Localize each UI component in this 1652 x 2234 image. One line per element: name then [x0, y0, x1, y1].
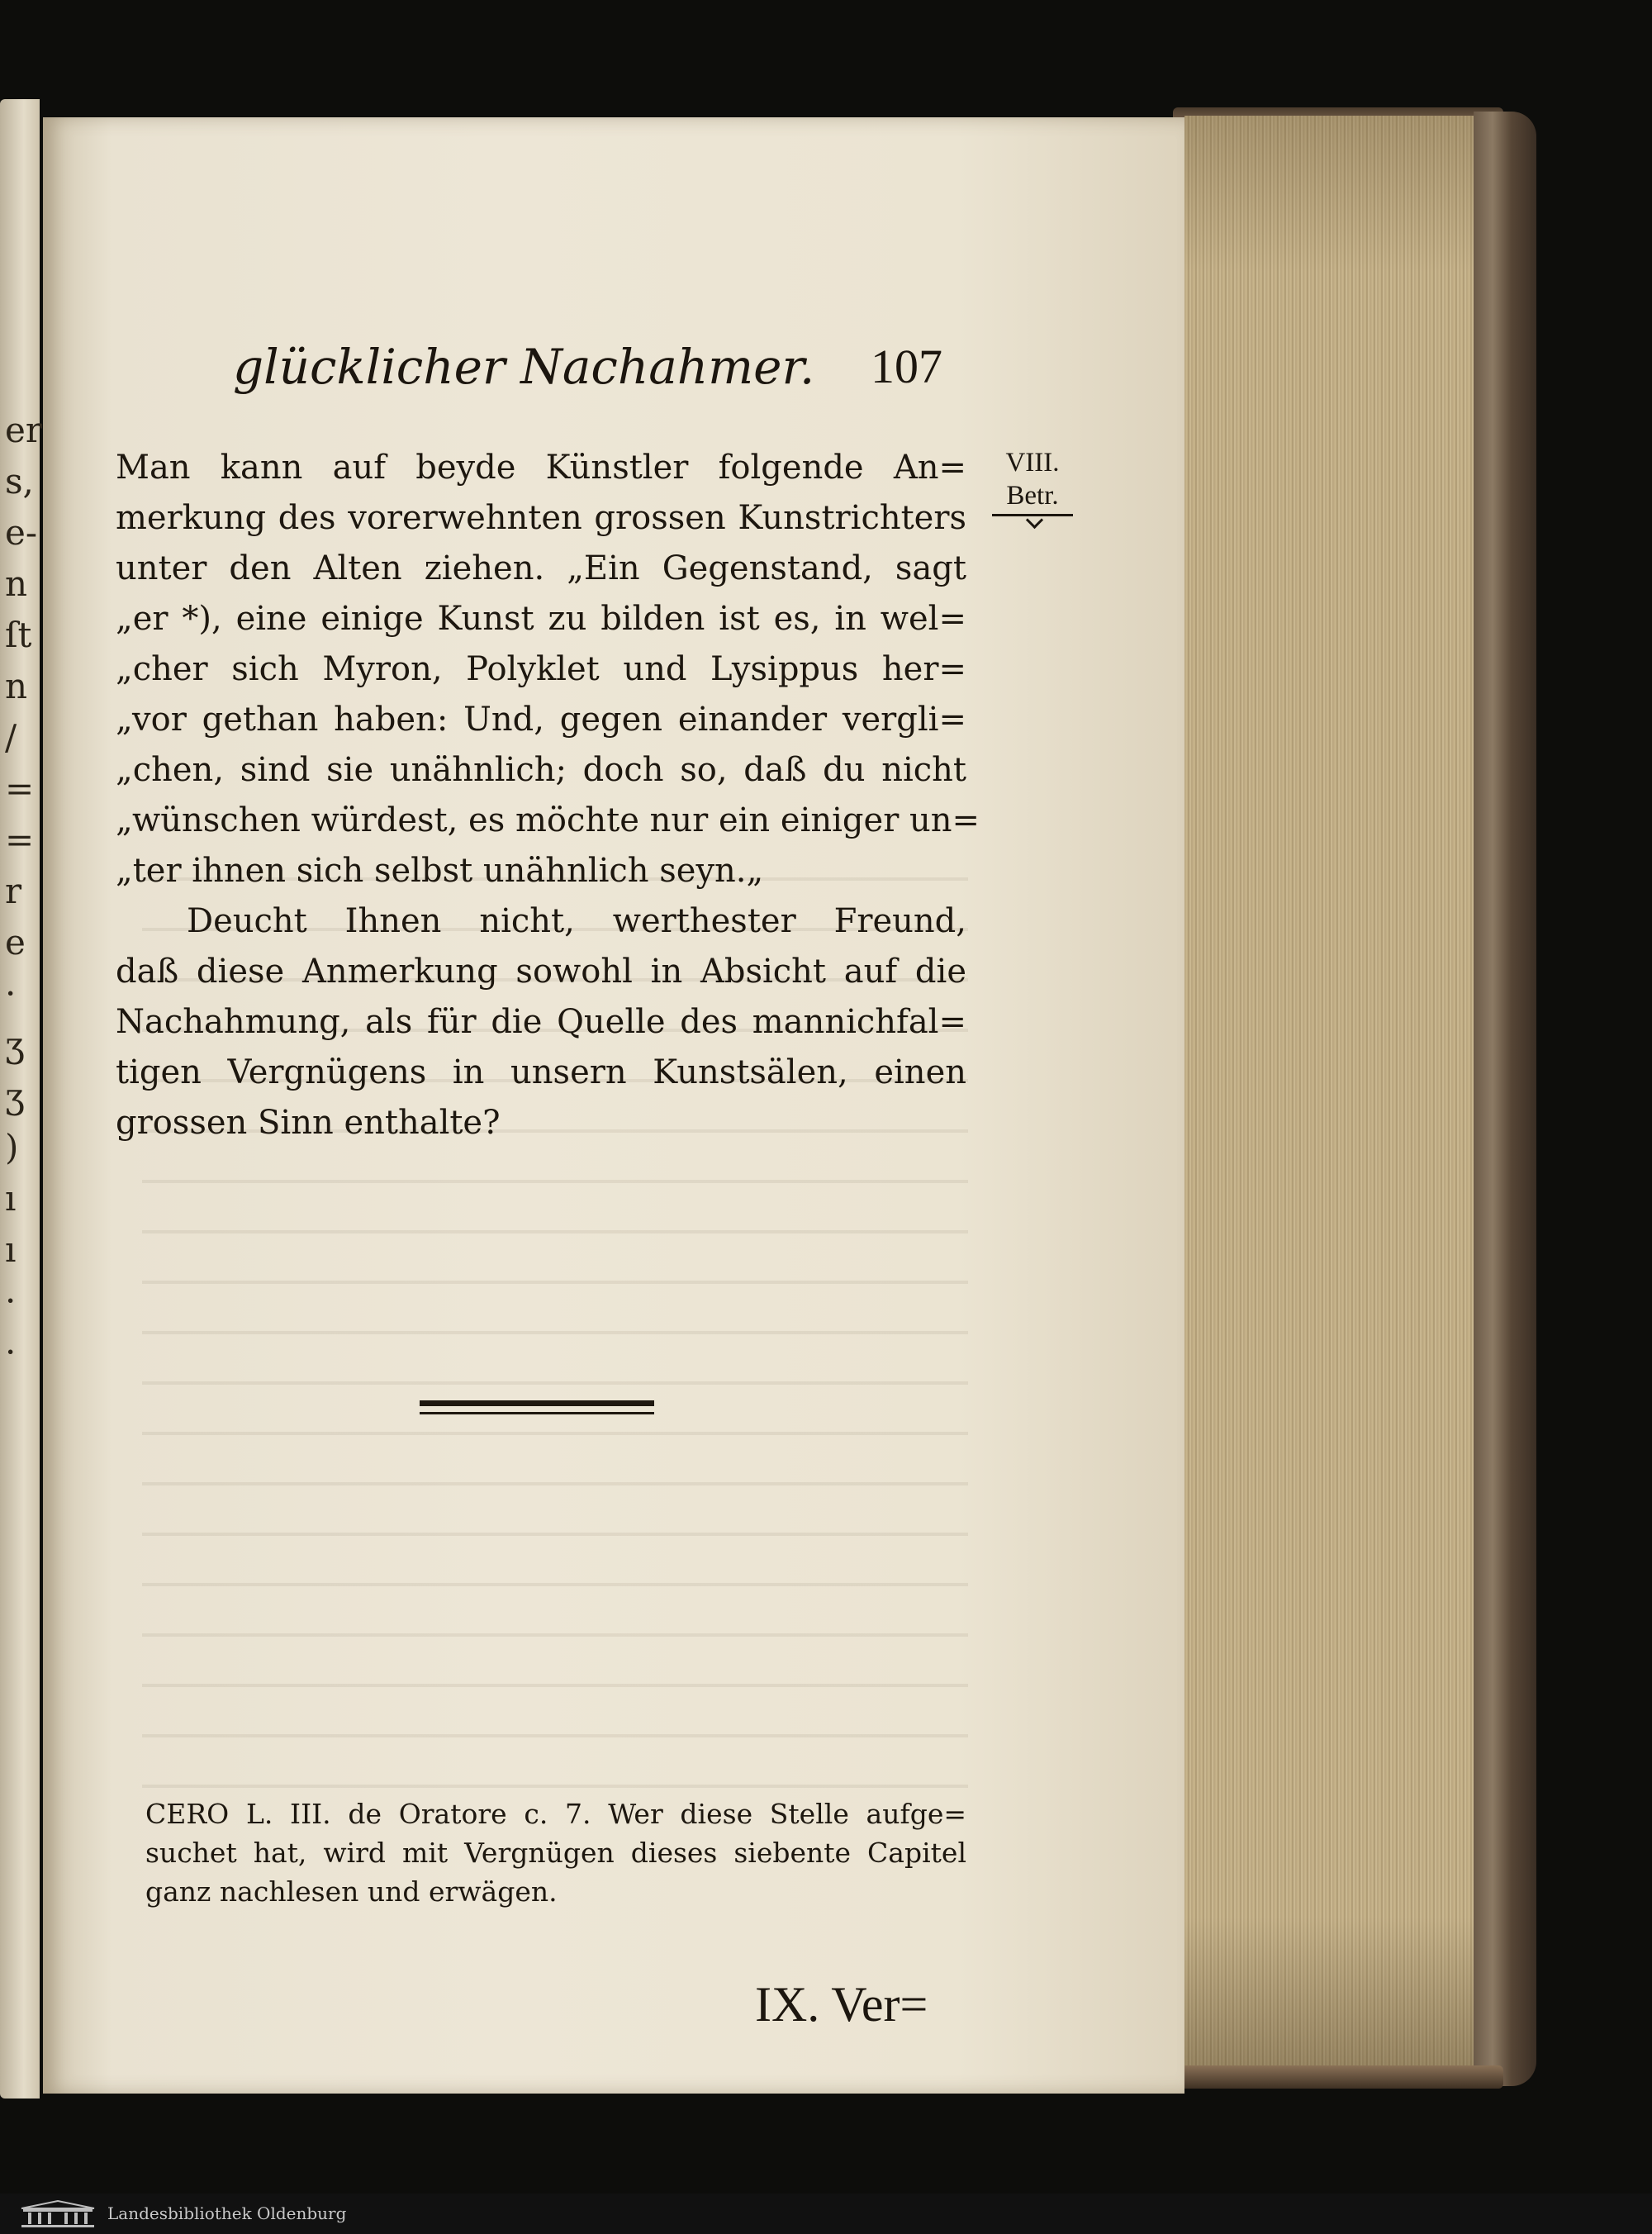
fragment-glyph: e- [5, 512, 38, 553]
fragment-glyph: ʒ [5, 1024, 25, 1065]
running-title: glücklicher Nachahmer. [233, 339, 815, 395]
text-line: unter den Alten ziehen. „Ein Gegenstand, sagt [116, 549, 966, 587]
book-cover [1474, 112, 1536, 2086]
page-number: 107 [871, 340, 942, 393]
fragment-glyph: er [5, 410, 42, 450]
book-page [43, 117, 1184, 2094]
fragment-glyph: · [5, 1281, 17, 1321]
fragment-glyph: · [5, 973, 17, 1014]
footnote [145, 1794, 966, 1911]
text-line: Nachahmung, als für die Quelle des mannichfal= [116, 1003, 966, 1041]
fragment-glyph: ı [5, 1229, 17, 1270]
library-building-icon [18, 2200, 97, 2228]
text-line: „er *), eine einige Kunst zu bilden ist es, in wel= [116, 600, 966, 638]
marginal-note [991, 446, 1074, 533]
fragment-glyph: r [5, 871, 22, 911]
catchword: IX. Ver= [755, 1977, 928, 2032]
fragment-glyph: ʒ [5, 1076, 25, 1116]
fragment-glyph: n [5, 666, 28, 706]
text-line: „cher sich Myron, Polyklet und Lysippus her= [116, 650, 966, 688]
fragment-glyph: ſt [5, 615, 32, 655]
text-line: „vor gethan haben: Und, gegen einander vergli= [116, 701, 966, 739]
text-line: Man kann auf beyde Künstler folgende An= [116, 449, 966, 487]
library-name: Landesbibliothek Oldenburg [107, 2203, 347, 2223]
marginal-brace [992, 514, 1073, 533]
footnote-line: suchet hat, wird mit Vergnügen dieses siebente Capitel [145, 1837, 966, 1869]
text-line: tigen Vergnügens in unsern Kunstsälen, einen [116, 1053, 966, 1091]
footer-bar [0, 2194, 1652, 2234]
text-line: „chen, sind sie unähnlich; doch so, daß du nicht [116, 751, 966, 789]
text-line: „ter ihnen sich selbst unähnlich seyn.„ [116, 852, 764, 890]
fragment-glyph: n [5, 563, 28, 604]
previous-page-text-fragments [2, 410, 42, 1652]
fragment-glyph: / [5, 717, 17, 758]
text-line: grossen Sinn enthalte? [116, 1104, 501, 1142]
cover-bottom-edge [1173, 2065, 1503, 2089]
text-line: merkung des vorerwehnten grossen Kunstrichters [116, 499, 966, 537]
footnote-line: ganz nachlesen und erwägen. [145, 1875, 558, 1908]
previous-page-edge [0, 99, 40, 2099]
page-header [233, 339, 976, 413]
fragment-glyph: e [5, 922, 26, 963]
text-line: daß diese Anmerkung sowohl in Absicht auf die [116, 953, 966, 991]
fragment-glyph: = [5, 820, 35, 860]
marginal-note-number: VIII. [1005, 448, 1060, 478]
fragment-glyph: = [5, 768, 35, 809]
fragment-glyph: ı [5, 1178, 17, 1219]
marginal-note-label: Betr. [1006, 481, 1059, 511]
text-line: „wünschen würdest, es möchte nur ein einiger un= [116, 801, 980, 839]
footnote-line: CERO L. III. de Oratore c. 7. Wer diese Stelle aufge= [145, 1798, 966, 1830]
fragment-glyph: s, [5, 461, 34, 501]
text-line: Deucht Ihnen nicht, werthester Freund, [187, 902, 966, 940]
fragment-glyph: ) [5, 1127, 19, 1167]
fragment-glyph: · [5, 1332, 17, 1372]
body-text [116, 443, 980, 1148]
section-divider-rule [420, 1400, 654, 1420]
